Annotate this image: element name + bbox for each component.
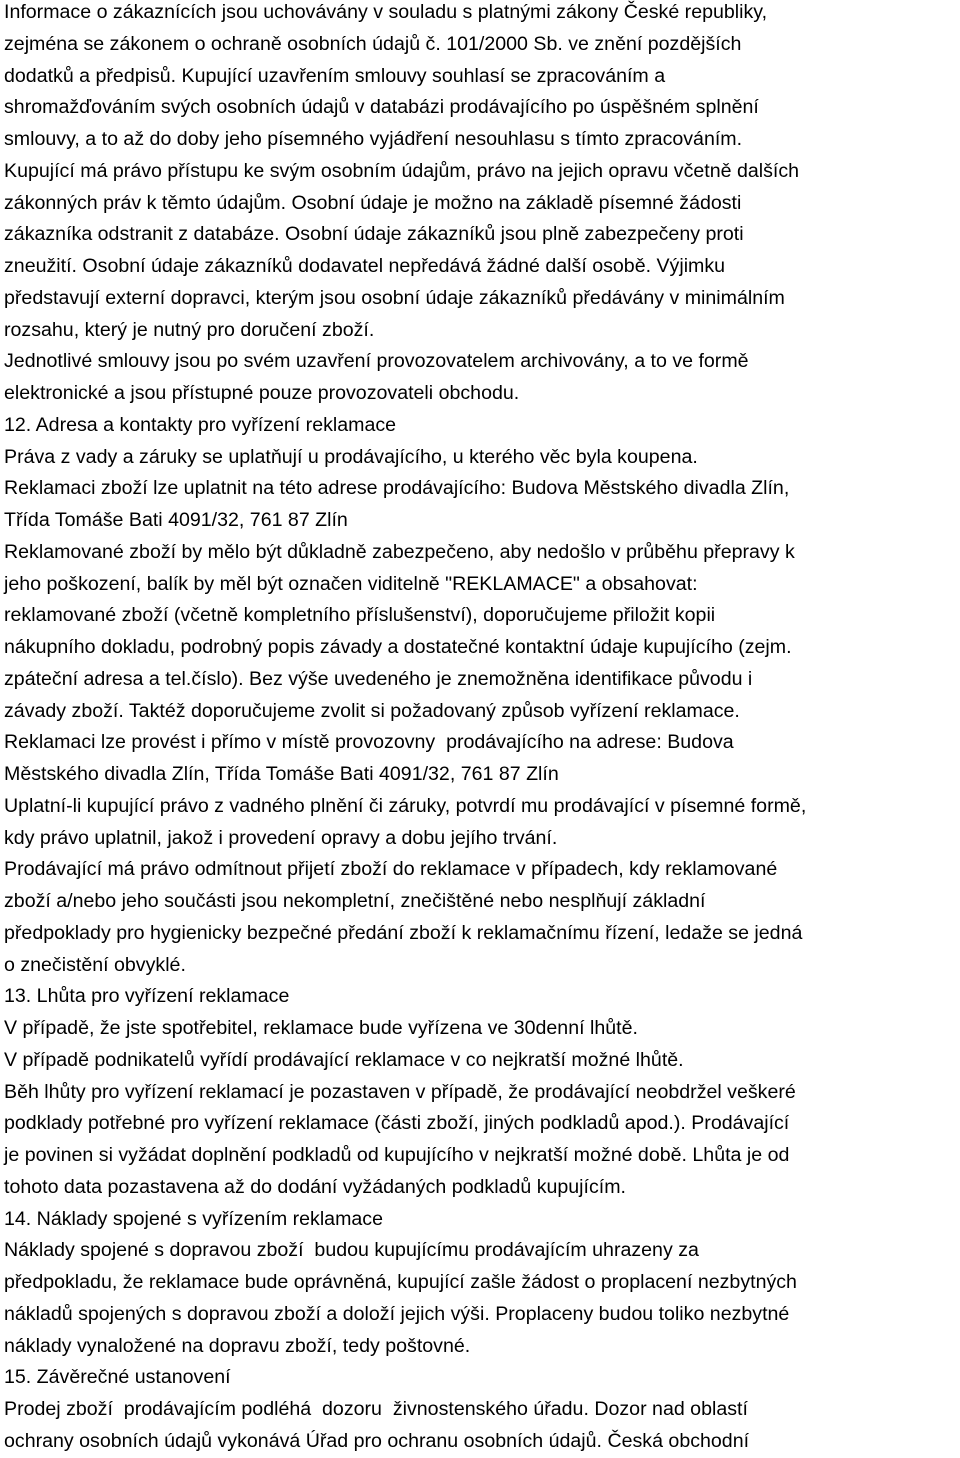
text-line: V případě, že jste spotřebitel, reklamace bude vyřízena ve 30denní lhůtě.	[4, 1017, 638, 1039]
text-line: předpokladu, že reklamace bude oprávněná, kupující zašle žádost o proplacení nezbytných	[4, 1271, 797, 1293]
text-line: představují externí dopravci, kterým jsou osobní údaje zákazníků předávány v minimálním	[4, 287, 785, 309]
text-line: elektronické a jsou přístupné pouze provozovateli obchodu.	[4, 382, 520, 404]
text-line: Informace o zákaznících jsou uchovávány v souladu s platnými zákony České republiky,	[4, 1, 768, 23]
text-line: předpoklady pro hygienicky bezpečné předání zboží k reklamačnímu řízení, ledaže se jedná	[4, 922, 803, 944]
text-line: Náklady spojené s dopravou zboží budou kupujícímu prodávajícím uhrazeny za	[4, 1239, 699, 1261]
text-line: Reklamované zboží by mělo být důkladně zabezpečeno, aby nedošlo v průběhu přepravy k	[4, 541, 795, 563]
text-line: o znečistění obvyklé.	[4, 954, 186, 976]
section-heading: 13. Lhůta pro vyřízení reklamace	[4, 985, 290, 1007]
text-line: Běh lhůty pro vyřízení reklamací je pozastaven v případě, že prodávající neobdržel veškeré	[4, 1081, 796, 1103]
text-line: Třída Tomáše Bati 4091/32, 761 87 Zlín	[4, 509, 348, 531]
section-heading: 15. Závěrečné ustanovení	[4, 1366, 231, 1388]
text-line: Městského divadla Zlín, Třída Tomáše Bati 4091/32, 761 87 Zlín	[4, 763, 559, 785]
text-line: je povinen si vyžádat doplnění podkladů od kupujícího v nejkratší možné době. Lhůta je od	[4, 1144, 790, 1166]
text-line: zejména se zákonem o ochraně osobních údajů č. 101/2000 Sb. ve znění pozdějších	[4, 33, 742, 55]
text-line: závady zboží. Taktéž doporučujeme zvolit si požadovaný způsob vyřízení reklamace.	[4, 700, 740, 722]
text-line: nákladů spojených s dopravou zboží a doloží jejich výši. Proplaceny budou toliko nezbytné	[4, 1303, 790, 1325]
text-line: shromažďováním svých osobních údajů v databázi prodávajícího po úspěšném splnění	[4, 96, 759, 118]
text-line: zákazníka odstranit z databáze. Osobní údaje zákazníků jsou plně zabezpečeny proti	[4, 223, 744, 245]
text-line: Uplatní-li kupující právo z vadného plnění či záruky, potvrdí mu prodávající v písemné formě,	[4, 795, 807, 817]
text-line: podklady potřebné pro vyřízení reklamace (části zboží, jiných podkladů apod.). Prodávající	[4, 1112, 790, 1134]
text-line: Jednotlivé smlouvy jsou po svém uzavření provozovatelem archivovány, a to ve formě	[4, 350, 749, 372]
text-line: Reklamaci lze provést i přímo v místě provozovny prodávajícího na adrese: Budova	[4, 731, 734, 753]
text-line: Prodávající má právo odmítnout přijetí zboží do reklamace v případech, kdy reklamované	[4, 858, 778, 880]
text-line: Práva z vady a záruky se uplatňují u prodávajícího, u kterého věc byla koupena.	[4, 446, 698, 468]
text-line: kdy právo uplatnil, jakož i provedení opravy a dobu jejího trvání.	[4, 827, 558, 849]
text-line: Prodej zboží prodávajícím podléhá dozoru živnostenského úřadu. Dozor nad oblastí	[4, 1398, 748, 1420]
text-line: zákonných práv k těmto údajům. Osobní údaje je možno na základě písemné žádosti	[4, 192, 742, 214]
text-line: Kupující má právo přístupu ke svým osobním údajům, právo na jejich opravu včetně dalších	[4, 160, 800, 182]
text-line: jeho poškození, balík by měl být označen viditelně "REKLAMACE" a obsahovat:	[4, 573, 698, 595]
text-line: reklamované zboží (včetně kompletního příslušenství), doporučujeme přiložit kopii	[4, 604, 716, 626]
text-line: tohoto data pozastavena až do dodání vyžádaných podkladů kupujícím.	[4, 1176, 626, 1198]
text-line: dodatků a předpisů. Kupující uzavřením smlouvy souhlasí se zpracováním a	[4, 65, 666, 87]
text-line: zboží a/nebo jeho součásti jsou nekompletní, znečištěné nebo nesplňují základní	[4, 890, 706, 912]
text-line: V případě podnikatelů vyřídí prodávající reklamace v co nejkratší možné lhůtě.	[4, 1049, 684, 1071]
text-line: ochrany osobních údajů vykonává Úřad pro ochranu osobních údajů. Česká obchodní	[4, 1430, 750, 1452]
section-heading: 12. Adresa a kontakty pro vyřízení reklamace	[4, 414, 397, 436]
text-line: nákupního dokladu, podrobný popis závady a dostatečné kontaktní údaje kupujícího (zejm.	[4, 636, 792, 658]
text-line: zpáteční adresa a tel.číslo). Bez výše uvedeného je znemožněna identifikace původu i	[4, 668, 753, 690]
text-line: smlouvy, a to až do doby jeho písemného vyjádření nesouhlasu s tímto zpracováním.	[4, 128, 743, 150]
text-line: Reklamaci zboží lze uplatnit na této adrese prodávajícího: Budova Městského divadla Zlín,	[4, 477, 790, 499]
text-line: rozsahu, který je nutný pro doručení zboží.	[4, 319, 375, 341]
section-heading: 14. Náklady spojené s vyřízením reklamace	[4, 1208, 383, 1230]
text-line: náklady vynaložené na dopravu zboží, tedy poštovné.	[4, 1335, 471, 1357]
text-line: zneužití. Osobní údaje zákazníků dodavatel nepředává žádné další osobě. Výjimku	[4, 255, 726, 277]
